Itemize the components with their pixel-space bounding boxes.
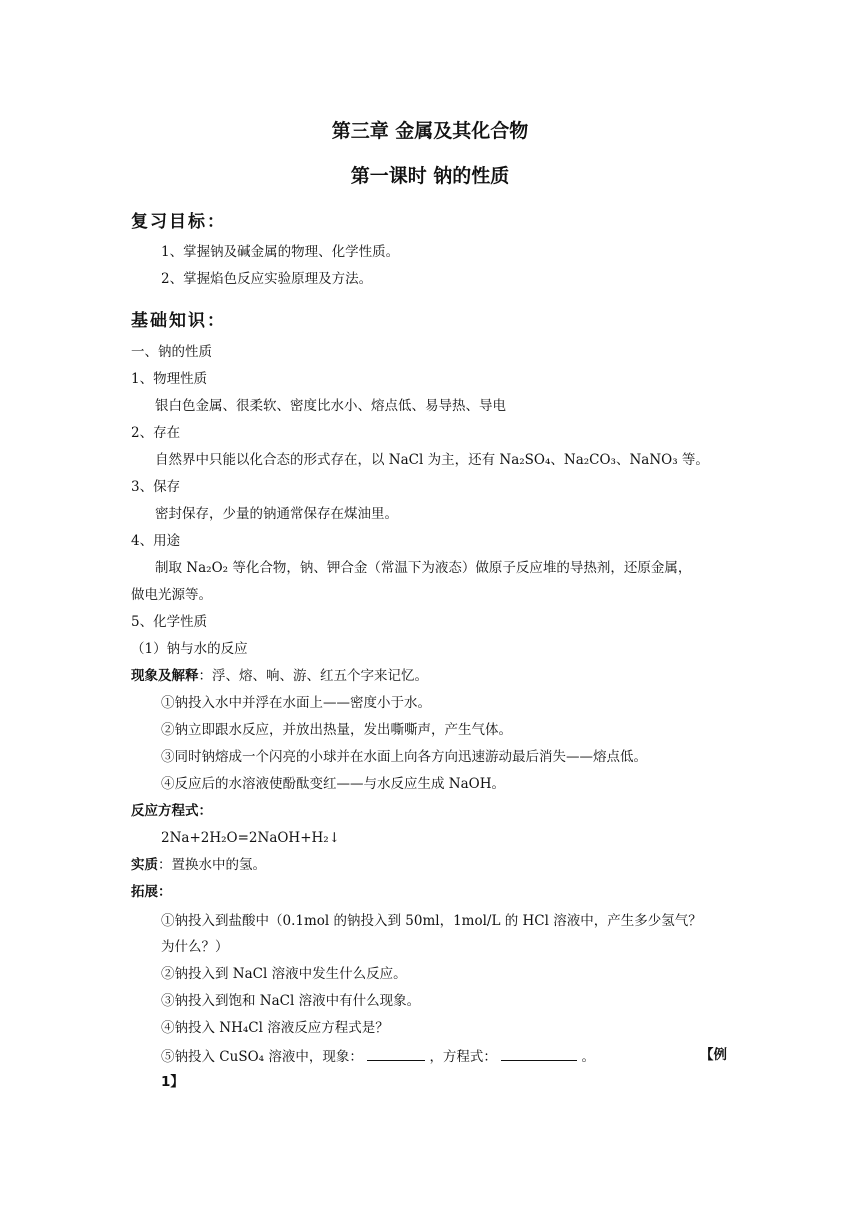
chapter-title: 第三章 金属及其化合物 <box>331 120 529 142</box>
subsection-heading: 5、化学性质 <box>131 614 208 630</box>
paragraph: 银白色金属、很柔软、密度比水小、熔点低、易导热、导电 <box>155 398 506 414</box>
phenomena-line <box>131 667 428 685</box>
ext-5-text-c: 。 <box>581 1049 596 1065</box>
ext-5-text-b: ，方程式： <box>429 1049 497 1065</box>
phenomena-item: ③同时钠熔成一个闪亮的小球并在水面上向各方向迅速游动最后消失——熔点低。 <box>161 749 647 765</box>
equation-label: 反应方程式： <box>131 803 212 819</box>
section-heading: 一、钠的性质 <box>131 344 212 360</box>
phenomena-item: ②钠立即跟水反应，并放出热量，发出嘶嘶声，产生气体。 <box>161 722 512 738</box>
goals-heading: 复习目标： <box>131 212 226 232</box>
essence-text: ：置换水中的氢。 <box>158 857 266 873</box>
paragraph: 做电光源等。 <box>131 587 212 603</box>
subsection-heading: 2、存在 <box>131 425 181 441</box>
equation: 2Na+2H₂O=2NaOH+H₂↓ <box>161 830 341 846</box>
extension-item: ①钠投入到盐酸中（0.1mol 的钠投入到 50ml，1mol/L 的 HCl 溶液中，产生多少氢气？ <box>161 913 702 929</box>
extension-item-fill <box>161 1046 595 1066</box>
subsection-heading: 4、用途 <box>131 533 181 549</box>
paragraph: 密封保存，少量的钠通常保存在煤油里。 <box>155 506 398 522</box>
essence-line <box>131 856 266 874</box>
extension-label: 拓展： <box>131 884 172 900</box>
paragraph: 制取 Na₂O₂ 等化合物，钠、钾合金（常温下为液态）做原子反应堆的导热剂，还原金属， <box>155 560 692 576</box>
phenomena-label: 现象及解释 <box>131 668 199 684</box>
phenomenon-blank[interactable] <box>367 1046 425 1061</box>
phenomena-item: ①钠投入水中并浮在水面上——密度小于水。 <box>161 695 431 711</box>
lesson-title: 第一课时 钠的性质 <box>350 165 510 187</box>
ext-5-text-a: ⑤钠投入 CuSO₄ 溶液中，现象： <box>161 1049 363 1065</box>
extension-item: ④钠投入 NH₄Cl 溶液反应方程式是？ <box>161 1020 389 1036</box>
goal-item: 2、掌握焰色反应实验原理及方法。 <box>161 271 373 287</box>
phenomena-item: ④反应后的水溶液使酚酞变红——与水反应生成 NaOH。 <box>161 776 505 792</box>
essence-label: 实质 <box>131 857 158 873</box>
example-label-part1: 【例 <box>700 1047 727 1063</box>
example-label-part2: 1】 <box>161 1074 184 1090</box>
subsection-heading: （1）钠与水的反应 <box>131 641 248 657</box>
extension-item: 为什么？） <box>161 939 229 955</box>
paragraph: 自然界中只能以化合态的形式存在，以 NaCl 为主，还有 Na₂SO₄、Na₂CO₃、NaNO₃ 等。 <box>155 452 709 468</box>
goal-item: 1、掌握钠及碱金属的物理、化学性质。 <box>161 244 400 260</box>
basics-heading: 基础知识： <box>131 311 226 331</box>
phenomena-text: ：浮、熔、响、游、红五个字来记忆。 <box>198 668 428 684</box>
subsection-heading: 1、物理性质 <box>131 371 208 387</box>
extension-item: ③钠投入到饱和 NaCl 溶液中有什么现象。 <box>161 993 421 1009</box>
subsection-heading: 3、保存 <box>131 479 181 495</box>
equation-blank[interactable] <box>501 1046 577 1061</box>
extension-item: ②钠投入到 NaCl 溶液中发生什么反应。 <box>161 966 407 982</box>
